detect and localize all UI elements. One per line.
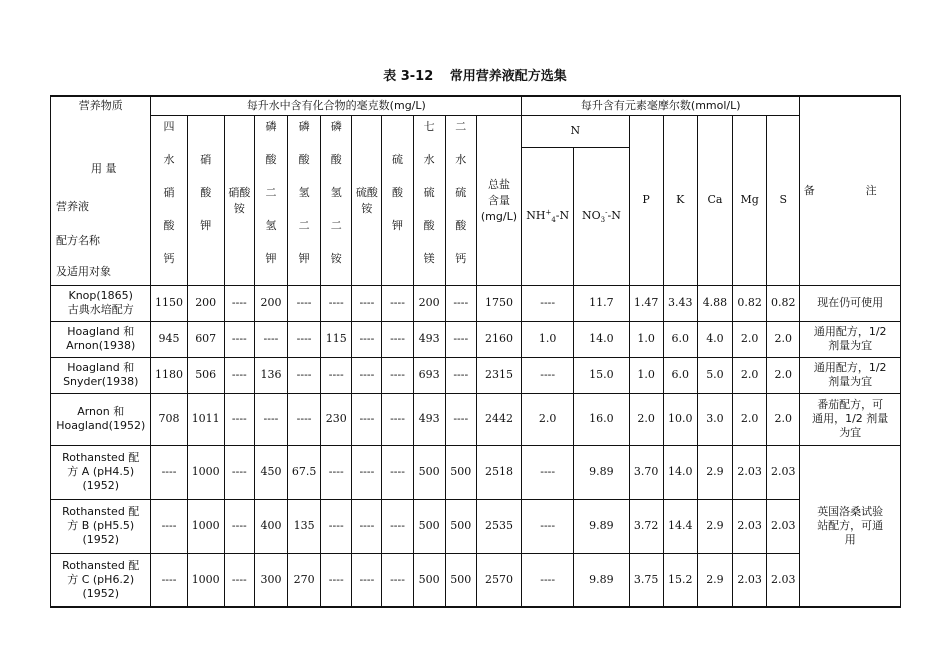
value-cell: 2.0 <box>733 357 767 393</box>
table-caption <box>0 65 950 84</box>
value-cell: ---- <box>288 393 321 445</box>
header-compound-char: 硫酸 <box>355 186 378 199</box>
value-cell: ---- <box>382 553 413 607</box>
nutrient-solution-table <box>50 95 901 608</box>
value-cell: 2.03 <box>733 445 767 499</box>
header-compound-char: 二 <box>330 218 342 232</box>
remark-line: 剂量为宜 <box>828 339 873 352</box>
value-cell: 493 <box>413 393 445 445</box>
header-compound-char: 水 <box>455 152 467 166</box>
value-cell: 11.7 <box>574 285 629 321</box>
value-cell: 14.0 <box>574 321 629 357</box>
value-cell: ---- <box>382 321 413 357</box>
formula-name-line: Hoagland(1952) <box>56 419 146 432</box>
header-compound-3 <box>254 115 287 285</box>
header-compound-char: 钾 <box>200 218 212 232</box>
value-cell: ---- <box>522 499 574 553</box>
value-cell: 1000 <box>187 445 224 499</box>
header-compound-char: 钙 <box>163 251 175 265</box>
caption-title: 常用营养液配方选集 <box>449 69 567 84</box>
value-cell: ---- <box>254 393 287 445</box>
value-cell: 1000 <box>187 499 224 553</box>
caption-label: 表 3-12 <box>383 69 434 84</box>
header-compound-char: 镁 <box>423 251 435 265</box>
header-compound-1 <box>187 115 224 285</box>
formula-name-line: Rothansted 配 <box>62 451 140 464</box>
chem-subscript: 3 <box>600 216 606 225</box>
formula-name-line: 方 A (pH4.5) <box>67 465 135 478</box>
header-compound-char: 铵 <box>361 202 373 215</box>
header-element-ca: Ca <box>697 115 732 285</box>
header-no3-n <box>574 148 629 285</box>
value-cell: ---- <box>151 499 187 553</box>
value-cell: 2.9 <box>697 445 732 499</box>
value-cell: ---- <box>224 321 254 357</box>
chem-tail: -N <box>607 209 621 223</box>
value-cell: 708 <box>151 393 187 445</box>
formula-name-cell <box>51 499 151 553</box>
value-cell: 2.0 <box>767 321 800 357</box>
value-cell: 945 <box>151 321 187 357</box>
header-compound-char: 七 <box>423 119 435 133</box>
value-cell: 5.0 <box>697 357 732 393</box>
value-cell: 1750 <box>476 285 521 321</box>
value-cell: ---- <box>321 445 352 499</box>
value-cell: 1.0 <box>629 357 663 393</box>
value-cell: 500 <box>413 499 445 553</box>
value-cell: 3.75 <box>629 553 663 607</box>
value-cell: 500 <box>413 553 445 607</box>
remark-line: 现在仍可使用 <box>817 296 884 309</box>
value-cell: ---- <box>224 285 254 321</box>
value-cell: ---- <box>321 499 352 553</box>
value-cell: 500 <box>445 499 476 553</box>
value-cell: 500 <box>445 445 476 499</box>
header-element-k: K <box>663 115 697 285</box>
value-cell: ---- <box>151 553 187 607</box>
header-target-label: 及适用对象 <box>56 265 111 278</box>
remark-line: 英国洛桑试验 <box>817 504 884 518</box>
header-compound-char: 硝 <box>163 185 175 199</box>
value-cell: 2.03 <box>767 445 800 499</box>
value-cell: 2.0 <box>767 357 800 393</box>
value-cell: 2570 <box>476 553 521 607</box>
value-cell: ---- <box>522 445 574 499</box>
header-total-salt-line: 总盐 <box>487 178 510 191</box>
header-mmol-group: 每升含有元素毫摩尔数(mmol/L) <box>522 96 800 115</box>
value-cell: 200 <box>187 285 224 321</box>
chem-base: NH <box>526 209 546 223</box>
chem-charge: - <box>605 208 608 217</box>
header-nutrient-label: 营养物质 <box>78 99 123 112</box>
value-cell: ---- <box>224 445 254 499</box>
table-row <box>51 321 901 357</box>
remark-line: 番茄配方，可 <box>817 398 884 411</box>
value-cell: 500 <box>445 553 476 607</box>
value-cell: ---- <box>352 553 382 607</box>
header-compound-char: 水 <box>163 152 175 166</box>
value-cell: 15.2 <box>663 553 697 607</box>
value-cell: ---- <box>288 285 321 321</box>
header-total-salt-line: 含量 <box>487 194 510 207</box>
value-cell: ---- <box>445 357 476 393</box>
value-cell: 2.0 <box>522 393 574 445</box>
value-cell: 3.72 <box>629 499 663 553</box>
table-row <box>51 393 901 445</box>
header-compound-char: 钙 <box>455 251 467 265</box>
header-element-mg: Mg <box>733 115 767 285</box>
formula-name-cell <box>51 285 151 321</box>
value-cell: 2.0 <box>629 393 663 445</box>
value-cell: ---- <box>352 445 382 499</box>
value-cell: ---- <box>224 553 254 607</box>
header-compound-char: 铵 <box>233 202 245 215</box>
header-compound-char: 磷 <box>298 119 310 133</box>
header-solution-label: 营养液 <box>56 200 89 213</box>
value-cell: 506 <box>187 357 224 393</box>
value-cell: 500 <box>413 445 445 499</box>
header-compound-char: 硫 <box>455 185 467 199</box>
chem-base: NO <box>582 209 601 223</box>
value-cell: ---- <box>151 445 187 499</box>
formula-name-line: Hoagland 和 <box>67 325 135 338</box>
value-cell: 2518 <box>476 445 521 499</box>
value-cell: 1000 <box>187 553 224 607</box>
header-compound-char: 氢 <box>330 185 342 199</box>
header-compound-char: 二 <box>265 185 277 199</box>
formula-name-cell <box>51 357 151 393</box>
formula-name-cell <box>51 553 151 607</box>
value-cell: ---- <box>445 285 476 321</box>
value-cell: 200 <box>254 285 287 321</box>
value-cell: ---- <box>352 357 382 393</box>
header-compound-char: 酸 <box>163 218 175 232</box>
header-compound-char: 酸 <box>298 152 310 166</box>
formula-name-line: 方 B (pH5.5) <box>67 519 135 532</box>
value-cell: 4.88 <box>697 285 732 321</box>
header-mg-group: 每升水中含有化合物的毫克数(mg/L) <box>151 96 522 115</box>
header-compound-char: 硫 <box>392 152 403 166</box>
value-cell: 2.9 <box>697 499 732 553</box>
value-cell: ---- <box>254 321 287 357</box>
formula-name-line: (1952) <box>82 479 120 492</box>
header-corner-cell <box>51 96 151 285</box>
header-formula-name-label: 配方名称 <box>56 234 100 247</box>
remark-line: 为宜 <box>839 426 862 439</box>
remark-line: 剂量为宜 <box>828 375 873 388</box>
header-compound-char: 硫 <box>423 185 435 199</box>
value-cell: ---- <box>382 285 413 321</box>
value-cell: ---- <box>445 393 476 445</box>
value-cell: ---- <box>382 357 413 393</box>
value-cell: ---- <box>352 321 382 357</box>
formula-name-line: 古典水培配方 <box>67 303 134 316</box>
value-cell: ---- <box>382 445 413 499</box>
remark-cell <box>800 445 901 607</box>
remark-line: 通用配方，1/2 <box>813 361 887 374</box>
value-cell: ---- <box>288 357 321 393</box>
header-compound-char: 磷 <box>330 119 342 133</box>
value-cell: 2.0 <box>733 393 767 445</box>
header-element-s: S <box>767 115 800 285</box>
header-compound-7 <box>382 115 413 285</box>
value-cell: ---- <box>352 285 382 321</box>
header-compound-8 <box>413 115 445 285</box>
value-cell: 10.0 <box>663 393 697 445</box>
value-cell: 2.0 <box>767 393 800 445</box>
header-element-p: P <box>629 115 663 285</box>
table-row <box>51 499 901 553</box>
remark-cell <box>800 393 901 445</box>
header-total-salt-line: (mg/L) <box>480 210 518 223</box>
formula-name-line: Arnon(1938) <box>66 339 136 352</box>
value-cell: 6.0 <box>663 357 697 393</box>
value-cell: 450 <box>254 445 287 499</box>
value-cell: 2442 <box>476 393 521 445</box>
formula-name-line: (1952) <box>82 586 120 600</box>
chem-tail: -N <box>555 209 570 223</box>
value-cell: 0.82 <box>733 285 767 321</box>
value-cell: 270 <box>288 553 321 607</box>
value-cell: 0.82 <box>767 285 800 321</box>
chem-charge: + <box>545 208 552 217</box>
value-cell: ---- <box>382 393 413 445</box>
remark-line: 用 <box>844 532 856 546</box>
formula-name-line: Knop(1865) <box>68 289 133 302</box>
header-compound-char: 酸 <box>423 218 435 232</box>
remark-cell <box>800 357 901 393</box>
value-cell: 9.89 <box>574 499 629 553</box>
header-compound-4 <box>288 115 321 285</box>
value-cell: ---- <box>352 393 382 445</box>
value-cell: 3.43 <box>663 285 697 321</box>
header-compound-char: 酸 <box>455 218 467 232</box>
formula-name-cell <box>51 321 151 357</box>
value-cell: ---- <box>522 357 574 393</box>
header-compound-char: 铵 <box>330 251 342 265</box>
header-compound-char: 磷 <box>265 119 277 133</box>
header-total-salt <box>476 115 521 285</box>
value-cell: ---- <box>445 321 476 357</box>
value-cell: 4.0 <box>697 321 732 357</box>
value-cell: 1.0 <box>522 321 574 357</box>
remark-line: 站配方，可通 <box>817 518 884 532</box>
header-nh4-n <box>522 148 574 285</box>
value-cell: 2.03 <box>733 499 767 553</box>
header-compound-char: 氢 <box>298 185 310 199</box>
value-cell: ---- <box>522 285 574 321</box>
formula-name-line: Snyder(1938) <box>63 375 139 388</box>
header-compound-char: 二 <box>455 119 467 133</box>
header-n-group: N <box>522 115 629 148</box>
value-cell: 9.89 <box>574 445 629 499</box>
value-cell: 14.4 <box>663 499 697 553</box>
value-cell: ---- <box>224 499 254 553</box>
formula-name-line: Arnon 和 <box>77 405 125 418</box>
formula-name-line: Rothansted 配 <box>62 505 140 518</box>
remark-line: 通用配方，1/2 <box>813 325 887 338</box>
value-cell: 135 <box>288 499 321 553</box>
value-cell: ---- <box>288 321 321 357</box>
header-compound-char: 二 <box>298 218 310 232</box>
value-cell: 2315 <box>476 357 521 393</box>
value-cell: 2.9 <box>697 553 732 607</box>
value-cell: 200 <box>413 285 445 321</box>
value-cell: ---- <box>522 553 574 607</box>
header-compound-char: 酸 <box>330 152 342 166</box>
value-cell: ---- <box>224 393 254 445</box>
value-cell: 2.03 <box>767 499 800 553</box>
value-cell: 1011 <box>187 393 224 445</box>
header-compound-9 <box>445 115 476 285</box>
header-compound-5 <box>321 115 352 285</box>
value-cell: 607 <box>187 321 224 357</box>
value-cell: 693 <box>413 357 445 393</box>
value-cell: 2.03 <box>767 553 800 607</box>
formula-name-cell <box>51 393 151 445</box>
header-compound-char: 水 <box>423 152 435 166</box>
value-cell: 15.0 <box>574 357 629 393</box>
table-row <box>51 357 901 393</box>
value-cell: 3.70 <box>629 445 663 499</box>
value-cell: ---- <box>382 499 413 553</box>
table-row <box>51 553 901 607</box>
header-compound-char: 酸 <box>392 185 403 199</box>
remark-line: 通用，1/2 剂量 <box>812 412 889 425</box>
value-cell: 1.47 <box>629 285 663 321</box>
value-cell: 2535 <box>476 499 521 553</box>
remark-cell <box>800 321 901 357</box>
value-cell: 2.03 <box>733 553 767 607</box>
value-cell: 493 <box>413 321 445 357</box>
header-compound-char: 氢 <box>265 218 277 232</box>
value-cell: 115 <box>321 321 352 357</box>
header-compound-6 <box>352 115 382 285</box>
value-cell: 1150 <box>151 285 187 321</box>
header-compound-char: 四 <box>163 119 175 133</box>
value-cell: ---- <box>321 285 352 321</box>
header-compound-char: 硝酸 <box>228 186 251 199</box>
value-cell: 1180 <box>151 357 187 393</box>
value-cell: 14.0 <box>663 445 697 499</box>
remark-cell <box>800 285 901 321</box>
value-cell: 1.0 <box>629 321 663 357</box>
header-compound-char: 钾 <box>265 251 277 265</box>
header-amount-label: 用 量 <box>91 162 117 175</box>
value-cell: 3.0 <box>697 393 732 445</box>
value-cell: ---- <box>352 499 382 553</box>
header-compound-char: 硝 <box>200 152 212 166</box>
header-remark: 备 注 <box>800 96 901 285</box>
header-compound-char: 酸 <box>265 152 277 166</box>
formula-name-line: (1952) <box>82 533 120 546</box>
table-row <box>51 285 901 321</box>
formula-name-cell <box>51 445 151 499</box>
value-cell: ---- <box>224 357 254 393</box>
formula-name-line: Rothansted 配 <box>62 558 140 572</box>
header-compound-0 <box>151 115 187 285</box>
value-cell: ---- <box>321 553 352 607</box>
value-cell: 400 <box>254 499 287 553</box>
value-cell: 9.89 <box>574 553 629 607</box>
value-cell: 230 <box>321 393 352 445</box>
header-compound-2 <box>224 115 254 285</box>
value-cell: 2.0 <box>733 321 767 357</box>
formula-name-line: 方 C (pH6.2) <box>67 572 135 586</box>
header-compound-char: 钾 <box>392 218 403 232</box>
table-row <box>51 445 901 499</box>
value-cell: 67.5 <box>288 445 321 499</box>
formula-name-line: Hoagland 和 <box>67 361 135 374</box>
value-cell: 300 <box>254 553 287 607</box>
value-cell: 6.0 <box>663 321 697 357</box>
header-compound-char: 酸 <box>200 185 212 199</box>
header-compound-char: 钾 <box>298 251 310 265</box>
value-cell: 136 <box>254 357 287 393</box>
chem-subscript: 4 <box>551 216 556 225</box>
value-cell: ---- <box>321 357 352 393</box>
value-cell: 2160 <box>476 321 521 357</box>
value-cell: 16.0 <box>574 393 629 445</box>
